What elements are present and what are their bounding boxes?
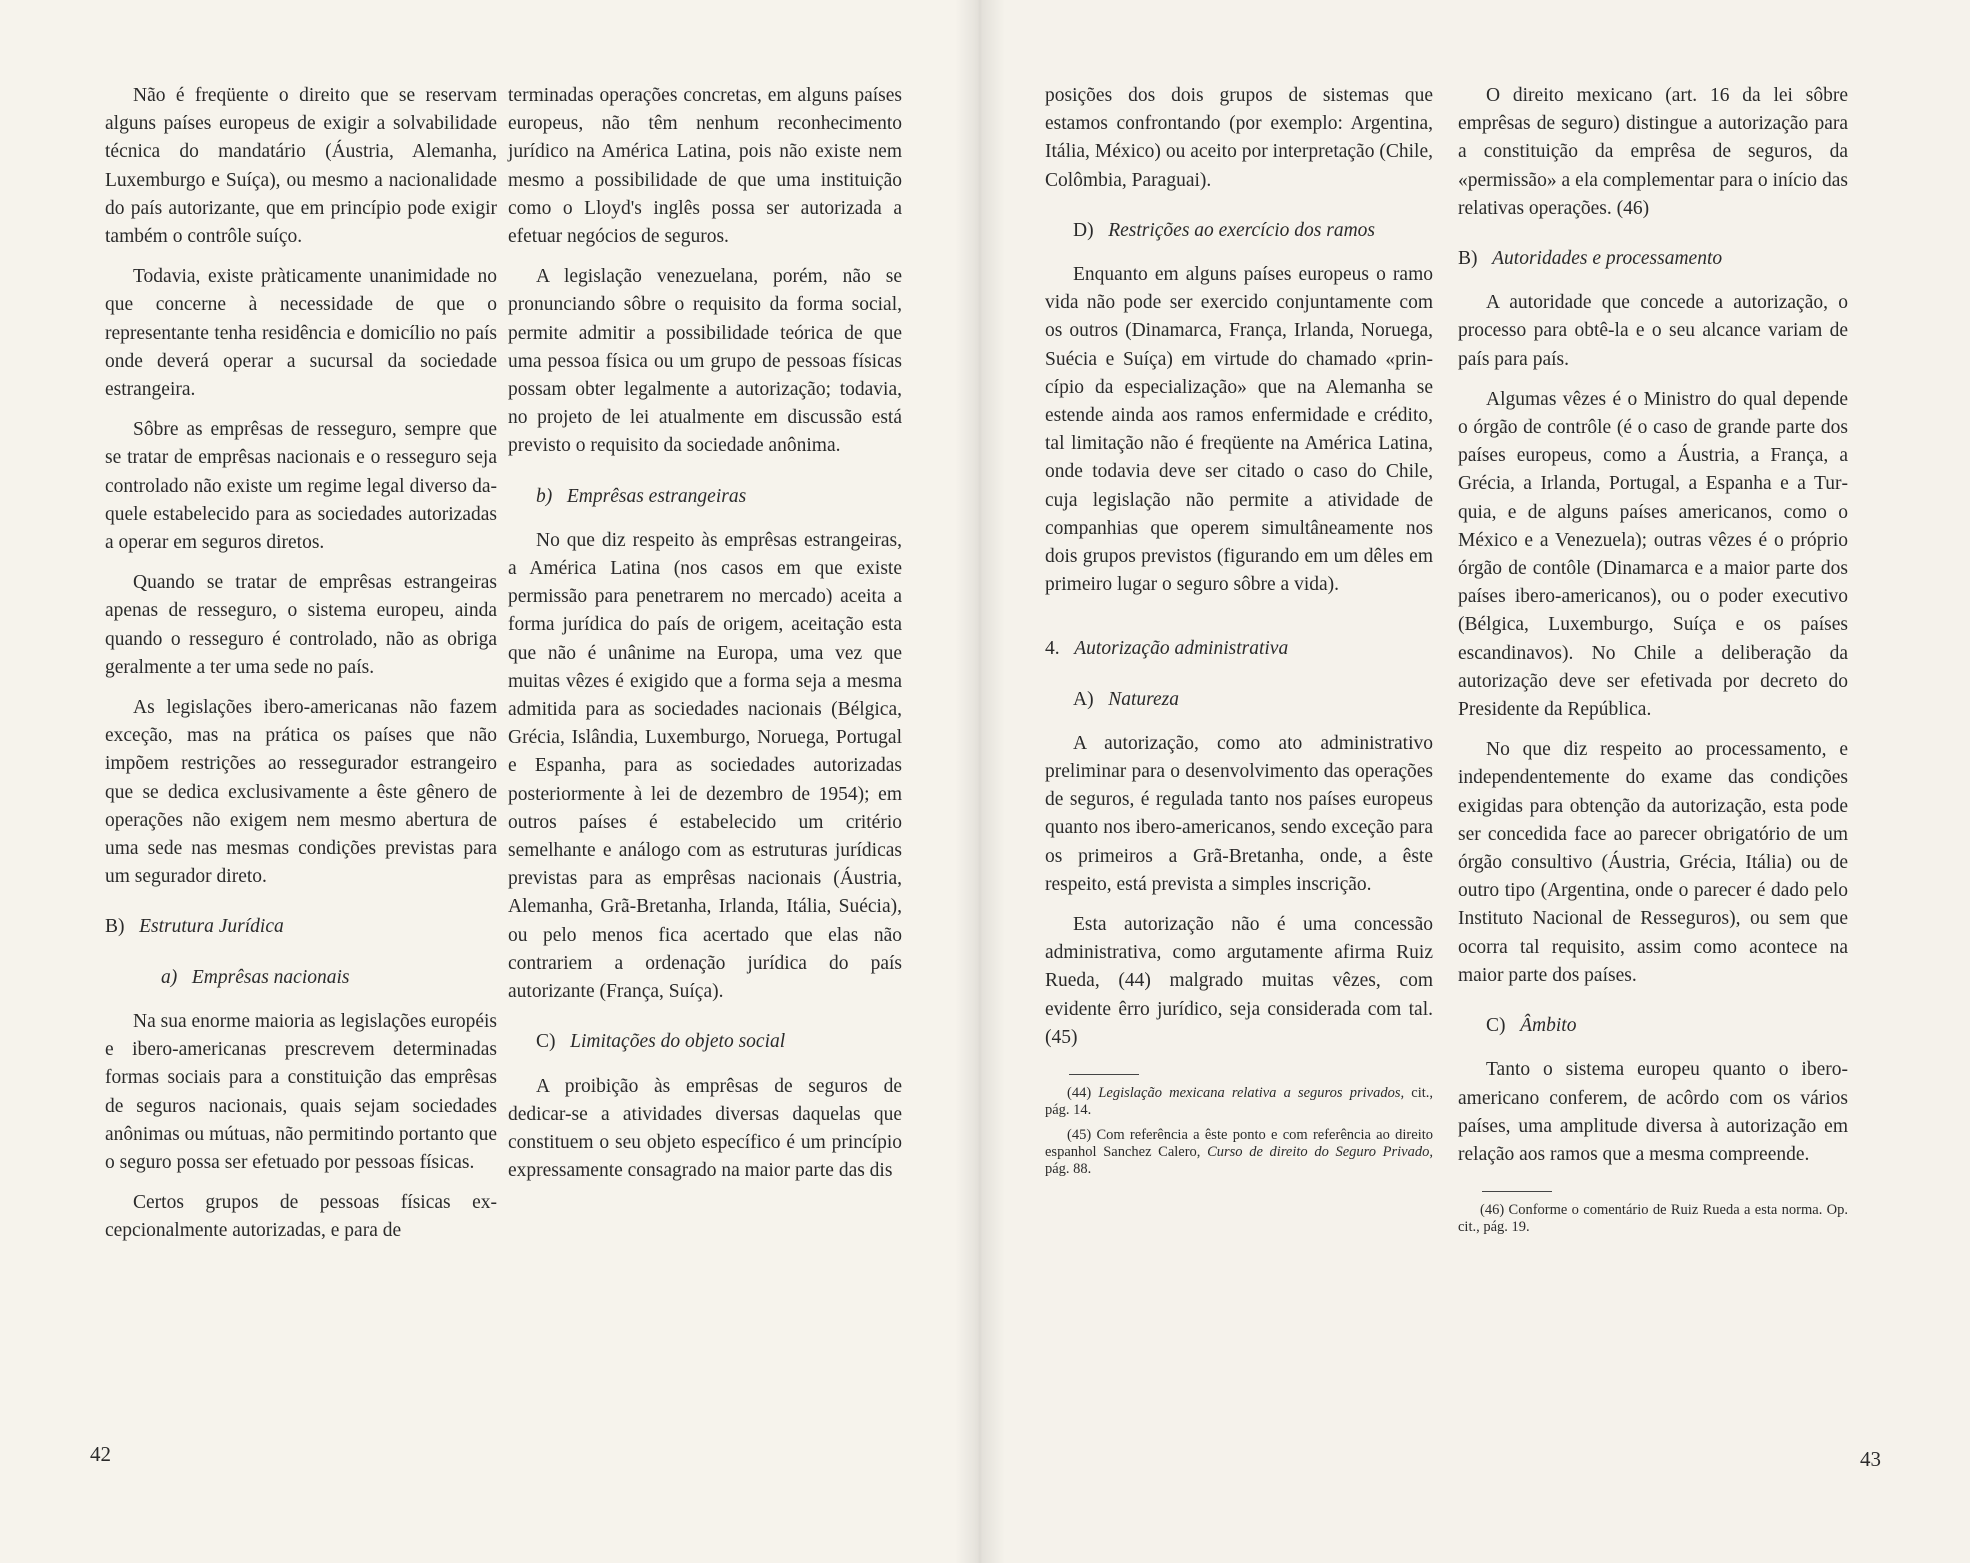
heading-letter: B) [105, 916, 125, 938]
section-heading-ambito [1458, 1012, 1848, 1040]
heading-letter: A) [1073, 688, 1094, 710]
paragraph: A autorização, como ato administrativo preliminar para o desenvolvimento das operações de seguros, é regulada tanto nos países europeus quanto nos ibero-americanos, sendo exceção para os primeiros a Grã-Bretanha, onde, a êste respeito, está prevista a simples inscrição. [1045, 732, 1433, 895]
heading-letter: C) [536, 1031, 556, 1053]
heading-letter: B) [1458, 248, 1478, 270]
left-page-column-2 [508, 82, 902, 1197]
paragraph: A autoridade que concede a autorização, o processo para obtê-la e o seu alcance variam de país para país. [1458, 292, 1848, 370]
footnote-title: Legislação mexicana relativa a seguros privados, [1098, 1085, 1405, 1102]
subsection-heading-natureza [1045, 686, 1433, 714]
footnote-number: (46) [1480, 1202, 1505, 1219]
paragraph: As legislações ibero-americanas não fazem exceção, mas na prática os países que não impõem restrições ao ressegurador estrangeiro que se dedica exclusivamente a êste gênero de operações não exigem nem mesmo abertura de uma sede nas mesmas condições previstas para um segurador direto. [105, 697, 497, 888]
paragraph: Sôbre as emprêsas de resseguro, sempre que se tratar de emprêsas nacionais e o resseguro seja controlado não existe um regime legal diverso daquele estabelecido para as sociedades autorizadas a operar em seguros diretos. [105, 419, 497, 554]
footnote-46 [1458, 1202, 1848, 1236]
paragraph: Quando se tratar de emprêsas estrangeiras apenas de resseguro, o sistema europeu, ainda quando o resseguro é controlado, não as obriga geralmente a ter uma sede no país. [105, 572, 497, 678]
paragraph: Todavia, existe pràticamente unanimidade no que concerne à necessidade de que o representante tenha residência e domicílio no país onde deverá operar a sucursal da sociedade estrangeira. [105, 266, 497, 401]
section-heading-restricoes [1045, 217, 1433, 245]
heading-text: Âmbito [1520, 1015, 1577, 1037]
paragraph: Na sua enorme maioria as legislações européis e ibero-americanas prescrevem determinadas formas sociais para a constituição das emprêsas de seguros nacionais, quais sejam sociedades anônimas ou mútuas, não permitindo portanto que o seguro possa ser efetuado por pessoas físicas. [105, 1010, 497, 1173]
paragraph: Enquanto em alguns países europeus o ramo vida não pode ser exercido conjuntamente com os outros (Dinamarca, França, Irlanda, Noruega, Suécia e Suíça) em virtude do chamado «princípio da especialização» que na Alemanha se estende ainda aos ramos enfermidade e crédito, tal limitação não é freqüente na América Latina, onde todavia deve ser citado o caso do Chile, cuja legislação não permite a atividade de companhias que operem simultâneamente nos dois grupos previstos (figurando em um dêles em primeiro lugar o seguro sôbre a vida). [1045, 264, 1433, 596]
section-heading-autorizacao-administrativa [1045, 635, 1433, 663]
page-number-left: 42 [90, 1442, 111, 1466]
section-heading-autoridades [1458, 245, 1848, 273]
paragraph: Tanto o sistema europeu quanto o ibero-americano conferem, de acôrdo com os vários países, uma amplitude diversa à autorização em relação aos ramos que a mesma compreende. [1458, 1059, 1848, 1165]
heading-text: Autorização administrativa [1074, 638, 1289, 660]
footnote-divider [1069, 1074, 1139, 1075]
right-page-column-2 [1458, 82, 1848, 1244]
heading-letter: b) [536, 485, 553, 507]
footnote-text: Conforme o comentário de Ruiz Rueda a esta norma. Op. cit., pág. 19. [1458, 1202, 1849, 1236]
left-page-column-1 [105, 82, 497, 1258]
paragraph: Algumas vêzes é o Ministro do qual depende o órgão de contrôle (é o caso de grande parte dos países europeus, como a Áustria, a França, a Grécia, a Irlanda, Portugal, a Espanha e a Turquia, e de alguns países americanos, como o México e a Venezuela); outras vêzes é o próprio órgão de contôle (Dinamarca e a maior parte dos países ibero-americanos), ou o poder executivo (Bélgica, Luxemburgo, Suíça e os países escandinavos). No Chile a deliberação da autorização deve ser efetivada por decreto do Presidente da República. [1458, 388, 1848, 721]
paragraph: posições dos dois grupos de sistemas que estamos confrontando (por exemplo: Argentina, Itália, México) ou aceito por interpretação (Chile, Colômbia, Paraguai). [1045, 85, 1433, 191]
footnote-number: (44) [1067, 1085, 1092, 1102]
footnote-text: Com referência a êste ponto e com referência ao direito espanhol Sanchez Calero, [1045, 1127, 1434, 1161]
heading-text: Limitações do objeto social [570, 1031, 786, 1053]
footnote-45 [1045, 1127, 1433, 1178]
page-number-right: 43 [1860, 1447, 1881, 1471]
heading-text: Emprêsas estrangeiras [566, 485, 747, 507]
paragraph: A proibição às emprêsas de seguros de dedicar-se a atividades diversas daquelas que constituem o seu objeto específico é um princípio expressamente consagrado na maior parte das dis [508, 1075, 902, 1182]
paragraph: No que diz respeito ao processamento, e independentemente do exame das condições exigidas para obtenção da autorização, esta pode ser concedida face ao parecer obrigatório de um órgão consultivo (Áustria, Grécia, Itália) ou de outro tipo (Argentina, onde o parecer é dado pelo Instituto Nacional de Resseguros), ou sem que ocorra tal requisito, assim como acontece na maior parte dos países. [1458, 739, 1848, 986]
heading-text: Autoridades e processamento [1492, 248, 1723, 270]
section-heading-estrutura-juridica [105, 913, 497, 941]
subsection-heading-empresas-nacionais [105, 964, 497, 992]
paragraph: A legislação venezuelana, porém, não se pronunciando sôbre o requisito da forma social, permite admitir a possibilidade teórica de que uma pessoa física ou um grupo de pessoas físicas possam obter legalmente a autorização; todavia, no projeto de lei atualmente em discussão está previsto o requisito da sociedade anônima. [508, 266, 902, 457]
heading-letter: a) [161, 966, 178, 988]
footnote-text: pág. 88. [1045, 1161, 1092, 1178]
subsection-heading-empresas-estrangeiras [508, 483, 902, 511]
heading-text: Natureza [1108, 688, 1179, 710]
paragraph: Certos grupos de pessoas físicas excepcionalmente autorizadas, e para de [105, 1192, 497, 1242]
footnote-number: (45) [1067, 1127, 1092, 1144]
paragraph: Não é freqüente o direito que se reservam alguns países europeus de exigir a solvabilidade técnica do mandatário (Áustria, Alemanha, Luxemburgo e Suíça), ou mesmo a nacionalidade do país autorizante, que em princípio pode exigir também o contrôle suíço. [105, 85, 497, 248]
heading-text: Restrições ao exercício dos ramos [1108, 219, 1376, 241]
paragraph: O direito mexicano (art. 16 da lei sôbre emprêsas de seguro) distingue a autorização para a constituição da emprêsa de seguros, da «permissão» a ela complementar para o início das relativas operações. (46) [1458, 85, 1848, 219]
footnote-title: Curso de direito do Seguro Privado, [1207, 1144, 1433, 1161]
footnote-divider [1482, 1191, 1552, 1192]
heading-text: Emprêsas nacionais [191, 966, 350, 988]
paragraph: terminadas operações concretas, em alguns países europeus, não têm nenhum reconhecimento jurídico na América Latina, pois não existe nem mesmo a possibilidade de que uma instituição como o Lloyd's inglês possa ser autorizada a efetuar negócios de seguros. [508, 85, 902, 248]
section-heading-limitacoes [508, 1028, 902, 1056]
heading-text: Estrutura Jurídica [139, 916, 284, 938]
book-gutter [955, 0, 1005, 1563]
paragraph: Esta autorização não é uma concessão administrativa, como argutamente afirma Ruiz Rueda, (44) malgrado muitas vêzes, com evidente êrro jurídico, seja considerada com tal. (45) [1045, 914, 1433, 1048]
heading-letter: C) [1486, 1015, 1506, 1037]
footnote-44 [1045, 1085, 1433, 1119]
paragraph: No que diz respeito às emprêsas estrangeiras, a América Latina (nos casos em que existe permissão para penetrarem no mercado) aceita a forma jurídica do país de origem, aceitação esta que não é unânime na Europa, uma vez que muitas vêzes é exigido que a forma seja a mesma admitida para as sociedades nacionais (Bélgica, Grécia, Islândia, Luxemburgo, Noruega, Portugal e Espanha, para as sociedades autorizadas posteriormente à lei de dezembro de 1954); em outros países é estabelecido um critério semelhante e análogo com as estruturas jurídicas previstas para as emprêsas nacionais (Áustria, Alemanha, Grã-Bretanha, Irlanda, Itália, Suécia), ou pelo menos fica acertado que elas não contrariem a ordenação jurídica do país autorizante (França, Suíça). [508, 529, 902, 1003]
heading-number: 4. [1045, 638, 1060, 660]
heading-letter: D) [1073, 219, 1094, 241]
right-page-column-1 [1045, 82, 1433, 1186]
footnote-text: cit., pág. 14. [1045, 1085, 1434, 1119]
